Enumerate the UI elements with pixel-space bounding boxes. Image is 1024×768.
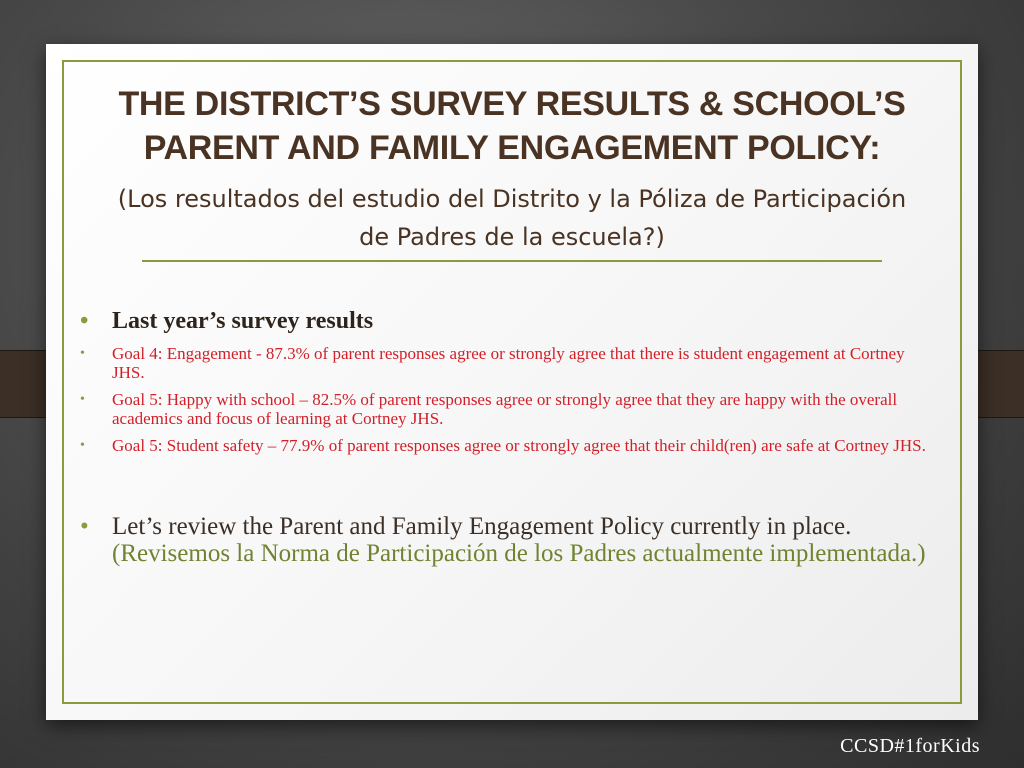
bullet-icon: • <box>80 438 85 453</box>
bullet-icon: • <box>80 346 85 361</box>
bullet-icon: • <box>80 513 89 540</box>
footer-hashtag: CCSD#1forKids <box>840 735 980 757</box>
sub-bullet-goal-5-happy-text: Goal 5: Happy with school – 82.5% of parent responses agree or strongly agree that they are happy with the overall academics and focus of learning at Cortney JHS. <box>112 390 898 428</box>
sub-bullet-goal-5-happy <box>80 390 940 428</box>
sub-bullet-goal-5-safety-text: Goal 5: Student safety – 77.9% of parent responses agree or strongly agree that their child(ren) are safe at Cortney JHS. <box>112 436 926 455</box>
sub-bullet-goal-4-text: Goal 4: Engagement - 87.3% of parent responses agree or strongly agree that there is student engagement at Cortney JHS. <box>112 344 905 382</box>
bullet-icon: • <box>80 392 85 407</box>
bullet-review-policy <box>80 513 940 567</box>
slide-subtitle: (Los resultados del estudio del Distrito y la Póliza de Participación de Padres de la escuela?) <box>117 185 907 251</box>
sub-bullet-goal-5-safety <box>80 436 940 455</box>
bullet-survey-results <box>80 306 940 336</box>
slide-title: THE DISTRICT’S SURVEY RESULTS & SCHOOL’S PARENT AND FAMILY ENGAGEMENT POLICY: <box>118 85 906 167</box>
slide-card <box>46 44 978 720</box>
bullet-review-policy-text: Let’s review the Parent and Family Engagement Policy currently in place. <box>112 513 852 540</box>
slide-content <box>80 306 940 567</box>
title-underline <box>142 260 882 262</box>
bullet-icon: • <box>80 308 89 334</box>
bullet-review-policy-spanish: (Revisemos la Norma de Participación de los Padres actualmente implementada.) <box>112 540 926 567</box>
sub-bullet-goal-4 <box>80 344 940 382</box>
bullet-survey-results-text: Last year’s survey results <box>112 308 374 334</box>
